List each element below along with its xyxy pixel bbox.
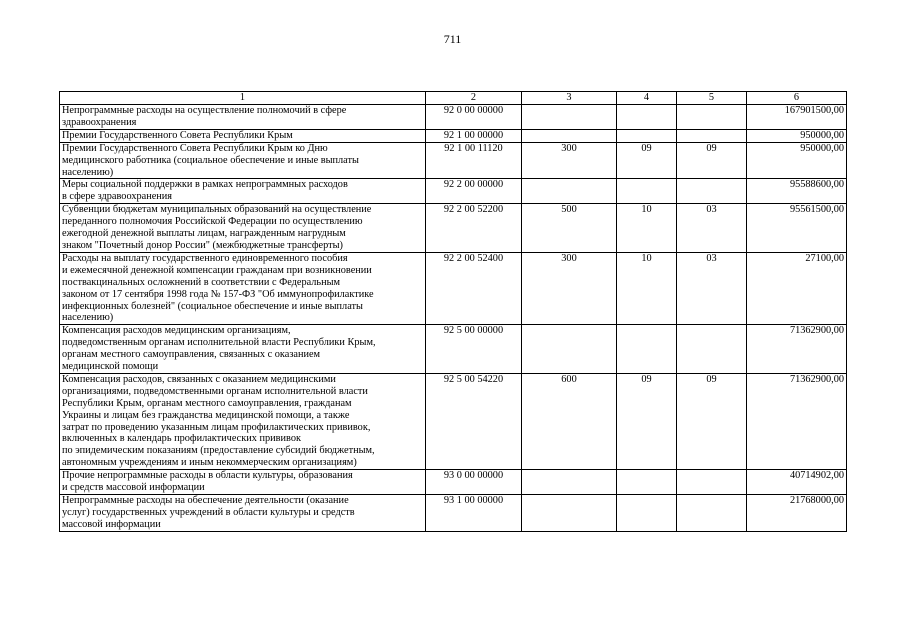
row-expense-type: [522, 105, 617, 130]
row-subsection: 03: [677, 252, 747, 324]
row-name-line: законом от 17 сентября 1998 года № 157-ФЗ "Об иммунопрофилактике: [62, 288, 374, 300]
row-name-line: Компенсация расходов, связанных с оказанием медицинскими: [62, 373, 336, 385]
column-header-3: 3: [522, 92, 617, 105]
row-subsection: [677, 105, 747, 130]
table-row: [60, 142, 847, 179]
row-subsection: [677, 470, 747, 495]
row-code: 92 5 00 54220: [426, 373, 522, 469]
row-name: [60, 129, 426, 142]
row-name-line: медицинского работника (социальное обеспечение и иные выплаты: [62, 154, 359, 166]
row-name-line: ежегодной денежной выплаты лицам, награжденным нагрудным: [62, 228, 346, 240]
row-name-line: затрат по проведению указанным лицам профилактических прививок,: [62, 421, 371, 433]
row-expense-type: [522, 129, 617, 142]
row-code: 92 0 00 00000: [426, 105, 522, 130]
row-amount: 71362900,00: [747, 325, 847, 374]
row-section: [617, 495, 677, 532]
row-name: [60, 373, 426, 469]
table-header-row: [60, 92, 847, 105]
row-name-line: Непрограммные расходы на обеспечение деятельности (оказание: [62, 495, 349, 506]
row-section: [617, 470, 677, 495]
row-name-line: Прочие непрограммные расходы в области культуры, образования: [62, 470, 353, 482]
row-amount: 71362900,00: [747, 373, 847, 469]
row-name: [60, 179, 426, 204]
row-name-line: подведомственным органам исполнительной власти Республики Крым,: [62, 337, 376, 349]
row-name-line: и ежемесячной денежной компенсации гражданам при возникновении: [62, 264, 372, 276]
row-name-line: Украины и лицам без гражданства медицинской помощи, а также: [62, 409, 350, 421]
row-section: 09: [617, 373, 677, 469]
row-subsection: [677, 325, 747, 374]
row-amount: 21768000,00: [747, 495, 847, 532]
row-name-line: населению): [62, 166, 114, 178]
row-expense-type: [522, 470, 617, 495]
table-row: [60, 129, 847, 142]
row-expense-type: [522, 179, 617, 204]
row-code: 93 0 00 00000: [426, 470, 522, 495]
row-code: 92 5 00 00000: [426, 325, 522, 374]
row-name: [60, 105, 426, 130]
row-name-line: Премии Государственного Совета Республики Крым: [62, 129, 293, 141]
row-section: [617, 129, 677, 142]
table-row: [60, 105, 847, 130]
row-name: [60, 204, 426, 253]
table-row: [60, 495, 847, 532]
row-name: [60, 495, 426, 532]
row-expense-type: 500: [522, 204, 617, 253]
row-subsection: [677, 129, 747, 142]
row-code: 92 1 00 11120: [426, 142, 522, 179]
row-name-line: организациями, подведомственными органам исполнительной власти: [62, 385, 368, 397]
row-section: 10: [617, 204, 677, 253]
row-name-line: услуг) государственных учреждений в области культуры и средств: [62, 506, 355, 518]
row-code: 92 2 00 00000: [426, 179, 522, 204]
row-expense-type: [522, 325, 617, 374]
row-expense-type: 300: [522, 252, 617, 324]
table-row: [60, 179, 847, 204]
row-code: 92 1 00 00000: [426, 129, 522, 142]
row-expense-type: 300: [522, 142, 617, 179]
table-row: [60, 204, 847, 253]
row-expense-type: 600: [522, 373, 617, 469]
column-header-2: 2: [426, 92, 522, 105]
row-name-line: включенных в календарь профилактических прививок: [62, 433, 301, 445]
row-name-line: и средств массовой информации: [62, 482, 205, 494]
row-name-line: Субвенции бюджетам муниципальных образований на осуществление: [62, 204, 372, 216]
row-name-line: по эпидемическим показаниям (предоставление субсидий бюджетным,: [62, 445, 375, 457]
row-section: 09: [617, 142, 677, 179]
row-name-line: знаком "Почетный донор России" (межбюджетные трансферты): [62, 239, 343, 251]
row-name-line: переданного полномочия Российской Федерации по осуществлению: [62, 216, 363, 228]
row-name-line: в сфере здравоохранения: [62, 191, 173, 203]
row-name: [60, 325, 426, 374]
row-name-line: Меры социальной поддержки в рамках непрограммных расходов: [62, 179, 348, 191]
row-section: [617, 325, 677, 374]
row-name-line: Расходы на выплату государственного единовременного пособия: [62, 252, 348, 264]
row-name: [60, 142, 426, 179]
row-section: [617, 179, 677, 204]
page-number: 711: [443, 32, 462, 46]
row-name-line: Компенсация расходов медицинским организациям,: [62, 325, 291, 337]
column-header-5: 5: [677, 92, 747, 105]
table-body: [60, 105, 847, 532]
row-amount: 95561500,00: [747, 204, 847, 253]
table-row: [60, 470, 847, 495]
row-section: [617, 105, 677, 130]
column-header-1: 1: [60, 92, 426, 105]
row-amount: 40714902,00: [747, 470, 847, 495]
row-code: 93 1 00 00000: [426, 495, 522, 532]
row-expense-type: [522, 495, 617, 532]
row-subsection: 09: [677, 142, 747, 179]
row-subsection: 03: [677, 204, 747, 253]
row-name-line: медицинской помощи: [62, 361, 159, 373]
row-section: 10: [617, 252, 677, 324]
row-name-line: Республики Крым, органам местного самоуправления, гражданам: [62, 397, 352, 409]
row-amount: 950000,00: [747, 129, 847, 142]
column-header-4: 4: [617, 92, 677, 105]
table-row: [60, 252, 847, 324]
row-name-line: автономным учреждениям и иным некоммерческим организациям): [62, 457, 357, 469]
row-amount: 950000,00: [747, 142, 847, 179]
row-amount: 95588600,00: [747, 179, 847, 204]
row-subsection: [677, 179, 747, 204]
table-row: [60, 373, 847, 469]
row-subsection: [677, 495, 747, 532]
row-name-line: органам местного самоуправления, связанных с оказанием: [62, 349, 321, 361]
row-code: 92 2 00 52400: [426, 252, 522, 324]
row-name-line: массовой информации: [62, 518, 161, 530]
row-name-line: здравоохранения: [62, 116, 137, 128]
row-name-line: населению): [62, 312, 114, 324]
row-subsection: 09: [677, 373, 747, 469]
budget-table: [59, 91, 847, 532]
row-name-line: поствакцинальных осложнений в соответствии с Федеральным: [62, 276, 341, 288]
row-amount: 167901500,00: [747, 105, 847, 130]
row-name: [60, 470, 426, 495]
row-code: 92 2 00 52200: [426, 204, 522, 253]
table-row: [60, 325, 847, 374]
row-name-line: инфекционных болезней" (социальное обеспечение и иные выплаты: [62, 300, 363, 312]
column-header-6: 6: [747, 92, 847, 105]
row-name-line: Непрограммные расходы на осуществление полномочий в сфере: [62, 105, 347, 116]
row-name-line: Премии Государственного Совета Республики Крым ко Дню: [62, 142, 328, 154]
row-amount: 27100,00: [747, 252, 847, 324]
row-name: [60, 252, 426, 324]
